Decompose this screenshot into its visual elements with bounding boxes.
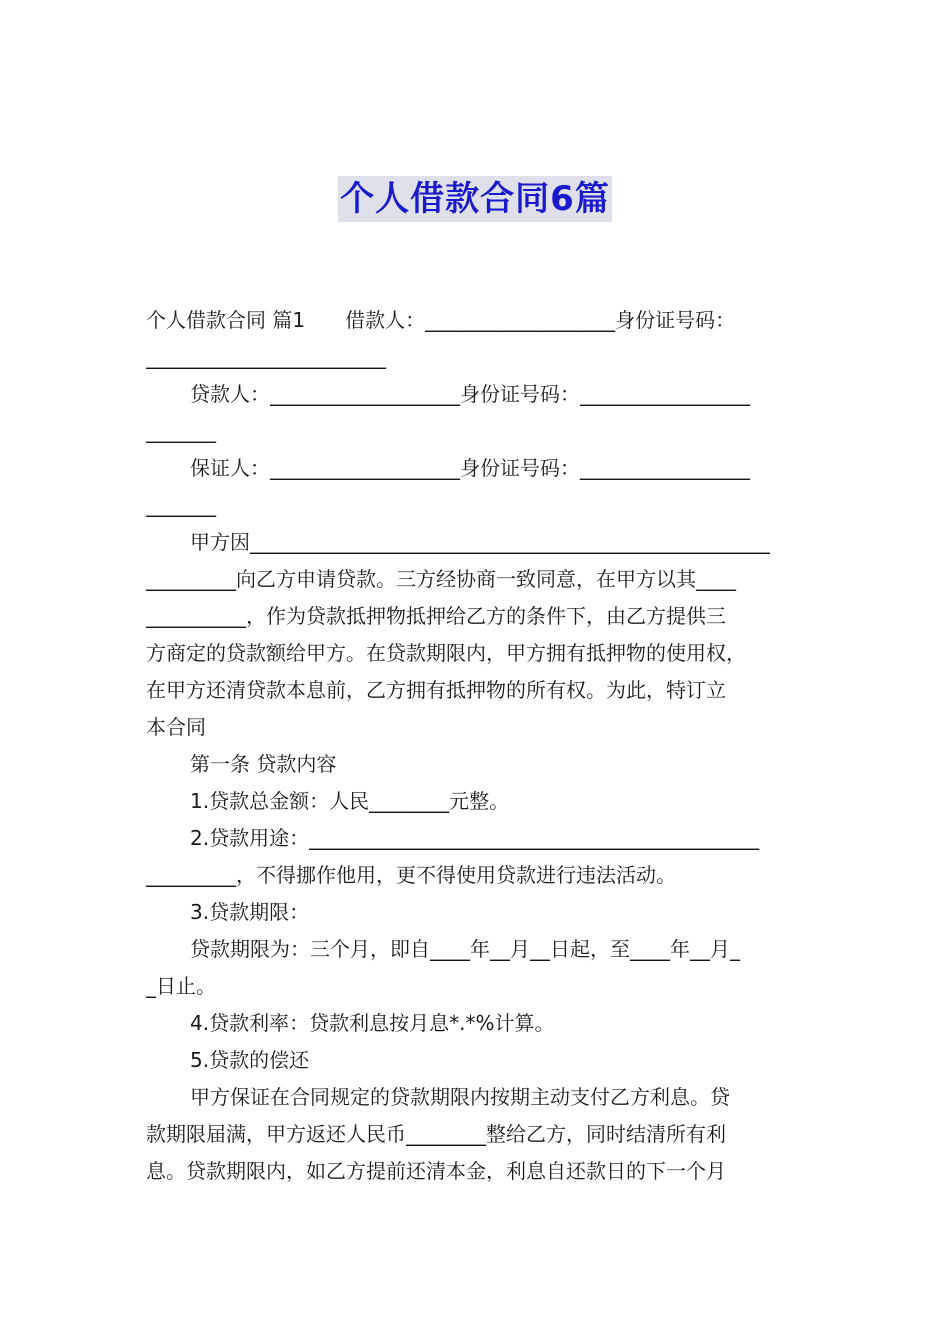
document-title: 个人借款合同6篇: [338, 176, 612, 222]
paragraph-line: 保证人：___________________身份证号码：_________________: [190, 456, 750, 480]
paragraph-line: 甲方因____________________________________________________: [190, 530, 770, 554]
paragraph-line: _________，不得挪作他用，更不得使用贷款进行违法活动。: [146, 863, 676, 887]
paragraph-line: 方商定的贷款额给甲方。在贷款期限内，甲方拥有抵押物的使用权，: [146, 641, 746, 665]
paragraph-line: 个人借款合同 篇1 借款人：___________________身份证号码：: [146, 308, 736, 332]
paragraph-line: 1.贷款总金额：人民________元整。: [190, 789, 510, 813]
paragraph-line: 4.贷款利率：贷款利息按月息*.*%计算。: [190, 1011, 555, 1035]
paragraph-line: _______: [146, 493, 216, 517]
paragraph-line: ________________________: [146, 345, 386, 369]
paragraph-line: _________向乙方申请贷款。三方经协商一致同意，在甲方以其____: [146, 567, 736, 591]
paragraph-line: 2.贷款用途：_____________________________________________: [190, 826, 760, 850]
paragraph-line: _日止。: [146, 974, 216, 998]
paragraph-line: __________，作为贷款抵押物抵押给乙方的条件下，由乙方提供三: [146, 604, 726, 628]
paragraph-line: 贷款期限为：三个月，即自____年__月__日起，至____年__月_: [190, 937, 740, 961]
section-heading: 第一条 贷款内容: [190, 752, 337, 776]
paragraph-line: 本合同: [146, 715, 206, 739]
document-body: [146, 302, 810, 1190]
paragraph-line: 款期限届满，甲方返还人民币________整给乙方，同时结清所有利: [146, 1122, 726, 1146]
paragraph-line: 5.贷款的偿还: [190, 1048, 310, 1072]
paragraph-line: _______: [146, 419, 216, 443]
paragraph-line: 3.贷款期限：: [190, 900, 310, 924]
paragraph-line: 甲方保证在合同规定的贷款期限内按期主动支付乙方利息。贷: [190, 1085, 730, 1109]
paragraph-line: 息。贷款期限内，如乙方提前还清本金，利息自还款日的下一个月: [146, 1159, 726, 1183]
paragraph-line: 贷款人：___________________身份证号码：_________________: [190, 382, 750, 406]
title-block: [0, 176, 950, 222]
paragraph-line: 在甲方还清贷款本息前，乙方拥有抵押物的所有权。为此，特订立: [146, 678, 726, 702]
